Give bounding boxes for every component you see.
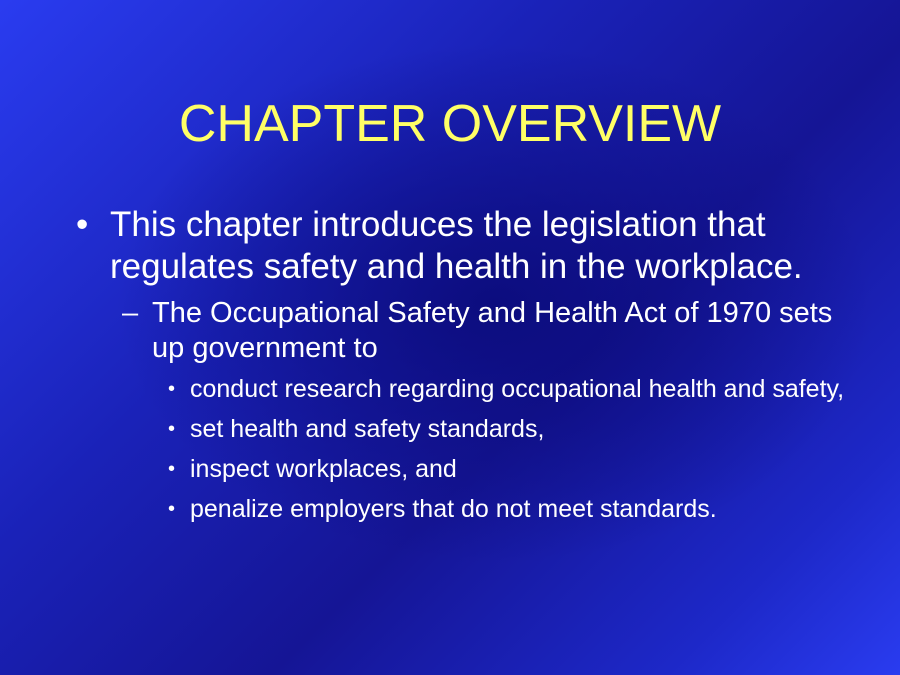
dash-marker: – (122, 297, 139, 329)
bullet-marker: • (168, 458, 176, 480)
sub-bullet-text: The Occupational Safety and Health Act of 1970 sets up government to (152, 297, 833, 364)
slide-body (76, 204, 845, 534)
sub-sub-list (168, 374, 845, 524)
bullet-level-2 (122, 296, 836, 366)
list-item-text: penalize employers that do not meet standards. (190, 495, 717, 523)
list-item (168, 454, 850, 484)
list-item-text: conduct research regarding occupational health and safety, (190, 375, 845, 403)
bullet-level-1 (76, 204, 836, 288)
bullet-marker: • (76, 205, 89, 244)
bullet-marker: • (168, 498, 176, 520)
list-item (168, 494, 850, 524)
list-item (168, 374, 850, 404)
bullet-marker: • (168, 378, 176, 400)
list-item-text: inspect workplaces, and (190, 455, 457, 483)
bullet-marker: • (168, 418, 176, 440)
list-item (168, 414, 850, 444)
slide-title: CHAPTER OVERVIEW (178, 95, 722, 153)
list-item-text: set health and safety standards, (190, 415, 545, 443)
bullet-text: This chapter introduces the legislation that regulates safety and health in the workplace. (110, 205, 803, 286)
